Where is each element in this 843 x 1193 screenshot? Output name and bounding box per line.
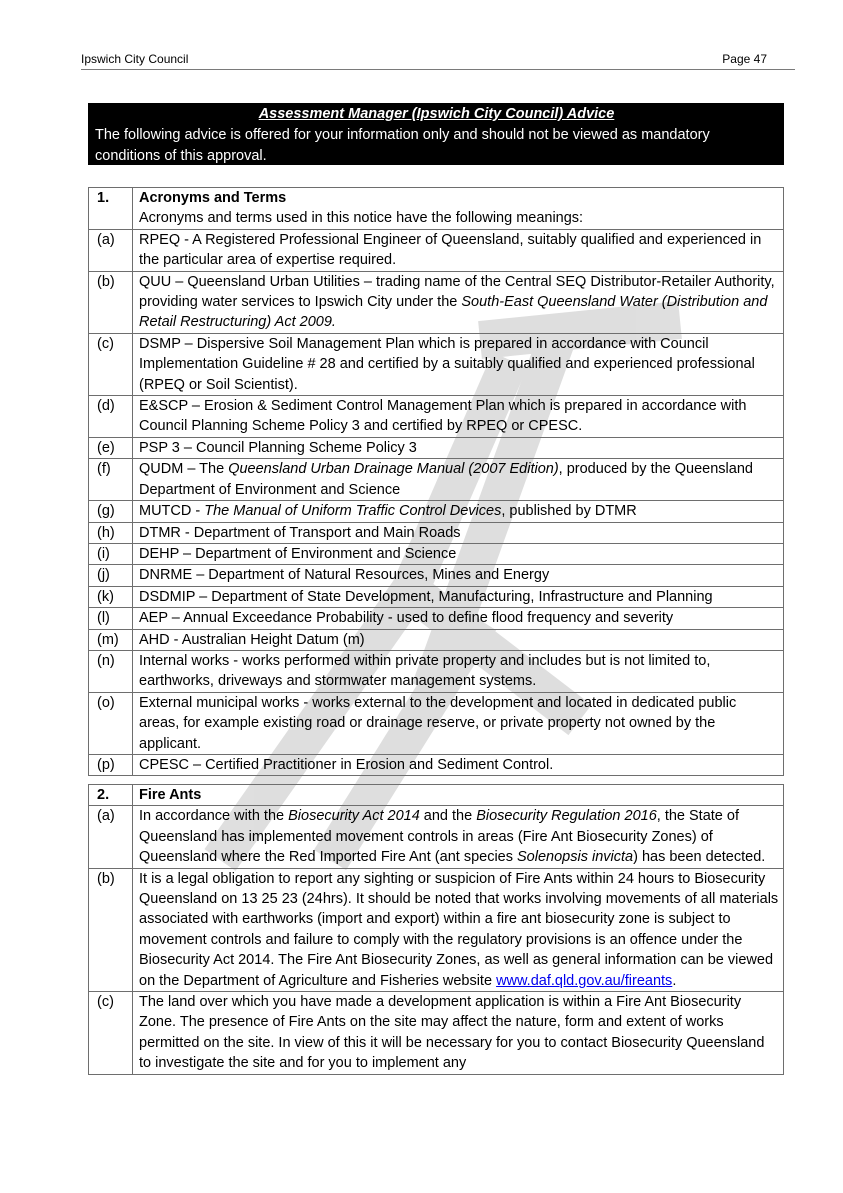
text-segment: , the State of Queensland has implemented movement controls in areas (Fire Ant Biosecurity Zones) of Queensland where the Red Imported Fire Ant (ant species: [139, 808, 739, 866]
italic-text: South-East Queensland Water (Distribution and Retail Restructuring) Act 2009.: [139, 294, 768, 331]
item-text: [133, 437, 784, 458]
item-label: (f): [89, 459, 133, 501]
section-heading-row: [89, 188, 784, 230]
text-segment: In accordance with the: [139, 808, 289, 825]
text-segment: E&SCP – Erosion & Sediment Control Management Plan which is prepared in accordance with Council Planning Scheme Policy 3 and certified by RPEQ or CPESC.: [139, 398, 747, 435]
term-row: [89, 396, 784, 438]
item-label: (h): [89, 522, 133, 543]
item-label: (g): [89, 501, 133, 522]
text-segment: PSP 3 – Council Planning Scheme Policy 3: [139, 439, 417, 456]
item-label: (b): [89, 868, 133, 991]
item-text: [133, 692, 784, 754]
section-number: 2.: [89, 785, 133, 806]
text-segment: , published by DTMR: [501, 503, 637, 520]
italic-text: The Manual of Uniform Traffic Control Devices: [204, 503, 502, 520]
item-text: [133, 522, 784, 543]
term-row: [89, 522, 784, 543]
item-text: [133, 992, 784, 1075]
text-segment: QUU – Queensland Urban Utilities – trading name of the Central SEQ Distributor-Retailer Authority, providing water services to Ipswich City under the: [139, 273, 775, 311]
section-heading-cell: [133, 188, 784, 230]
text-segment: It is a legal obligation to report any sighting or suspicion of Fire Ants within 24 hours to Biosecurity Queensland on 13 25 23 (24hrs). It should be noted that works involving movements of all materials associated with earthworks (import and export) within a fire ant biosecurity zone is subject to movement controls and failure to comply with the regulatory provisions is an offence under the Biosecurity Act 2014. The Fire Ant Biosecurity Zones, as well as general information can be viewed on the Department of Agriculture and Fisheries website: [139, 870, 779, 989]
term-row: [89, 271, 784, 333]
text-segment: , produced by the Queensland Department of Environment and Science: [139, 461, 753, 498]
text-segment: AEP – Annual Exceedance Probability - used to define flood frequency and severity: [139, 610, 674, 627]
term-row: [89, 806, 784, 868]
header-organisation: Ipswich City Council: [81, 52, 189, 66]
text-segment: QUDM – The: [139, 461, 229, 478]
advice-banner: [88, 103, 784, 165]
item-label: (o): [89, 692, 133, 754]
term-row: [89, 565, 784, 586]
item-text: [133, 608, 784, 629]
text-segment: External municipal works - works external to the development and located in dedicated public areas, for example existing road or drainage reserve, or private property not owned by the applicant.: [139, 694, 737, 752]
item-label: (j): [89, 565, 133, 586]
text-segment: DNRME – Department of Natural Resources, Mines and Energy: [139, 567, 550, 584]
item-text: [133, 629, 784, 650]
section-heading: Fire Ants: [133, 785, 784, 806]
fire-ants-table: [88, 784, 784, 1075]
text-segment: .: [672, 972, 677, 989]
italic-text: Solenopsis invicta: [517, 849, 634, 866]
item-text: [133, 754, 784, 775]
italic-text: Queensland Urban Drainage Manual (2007 Edition): [228, 461, 559, 478]
term-row: [89, 754, 784, 775]
item-label: (l): [89, 608, 133, 629]
text-segment: AHD - Australian Height Datum (m): [139, 631, 365, 648]
term-row: [89, 692, 784, 754]
advice-title: Assessment Manager (Ipswich City Council) Advice: [258, 106, 615, 122]
item-label: (c): [89, 992, 133, 1075]
term-row: [89, 586, 784, 607]
text-segment: DSMP – Dispersive Soil Management Plan which is prepared in accordance with Council Implementation Guideline # 28 and certified by a suitably qualified and experienced professional (RPEQ or Soil Scientist).: [139, 335, 755, 393]
term-row: [89, 608, 784, 629]
item-label: (b): [89, 271, 133, 333]
item-label: (p): [89, 754, 133, 775]
item-text: [133, 396, 784, 438]
item-label: (i): [89, 543, 133, 564]
item-text: [133, 543, 784, 564]
section-heading-row: [89, 785, 784, 806]
section-intro: Acronyms and terms used in this notice have the following meanings:: [139, 210, 584, 227]
page-number: Page 47: [722, 52, 767, 66]
section-heading: Acronyms and Terms: [139, 190, 287, 206]
section-number: 1.: [89, 188, 133, 230]
text-segment: DSDMIP – Department of State Development, Manufacturing, Infrastructure and Planning: [139, 588, 713, 605]
item-text: [133, 806, 784, 868]
text-segment: DEHP – Department of Environment and Science: [139, 545, 457, 562]
term-row: [89, 459, 784, 501]
item-label: (a): [89, 806, 133, 868]
text-segment: CPESC – Certified Practitioner in Erosion and Sediment Control.: [139, 756, 554, 773]
item-text: [133, 271, 784, 333]
item-text: [133, 868, 784, 991]
advice-body: The following advice is offered for your information only and should not be viewed as mandatory conditions of this approval.: [95, 127, 710, 164]
page-header: [81, 51, 795, 70]
term-row: [89, 992, 784, 1075]
item-label: (k): [89, 586, 133, 607]
item-text: [133, 333, 784, 395]
italic-text: Biosecurity Regulation 2016: [476, 808, 657, 825]
item-text: [133, 565, 784, 586]
item-label: (n): [89, 650, 133, 692]
item-label: (a): [89, 229, 133, 271]
term-row: [89, 650, 784, 692]
text-segment: The land over which you have made a development application is within a Fire Ant Biosecurity Zone. The presence of Fire Ants on the site may affect the nature, form and extent of works permitted on the site. In view of this it will be necessary for you to contact Biosecurity Queensland to investigate the site and for you to implement any: [139, 994, 765, 1072]
term-row: [89, 437, 784, 458]
item-label: (c): [89, 333, 133, 395]
term-row: [89, 333, 784, 395]
italic-text: Biosecurity Act 2014: [288, 808, 420, 825]
item-label: (e): [89, 437, 133, 458]
item-text: [133, 586, 784, 607]
term-row: [89, 501, 784, 522]
term-row: [89, 543, 784, 564]
text-segment: Internal works - works performed within private property and includes but is not limited to, earthworks, driveways and stormwater management systems.: [139, 652, 711, 690]
item-text: [133, 650, 784, 692]
text-segment: MUTCD -: [139, 503, 205, 520]
item-text: [133, 501, 784, 522]
term-row: [89, 868, 784, 991]
acronyms-table: [88, 187, 784, 776]
text-segment: ) has been detected.: [633, 849, 766, 866]
term-row: [89, 629, 784, 650]
item-text: [133, 229, 784, 271]
text-segment: RPEQ - A Registered Professional Engineer of Queensland, suitably qualified and experienced in the particular area of expertise required.: [139, 231, 762, 269]
text-segment: DTMR - Department of Transport and Main Roads: [139, 524, 461, 541]
item-text: [133, 459, 784, 501]
term-row: [89, 229, 784, 271]
item-label: (m): [89, 629, 133, 650]
text-segment: and the: [419, 808, 477, 825]
website-link[interactable]: www.daf.qld.gov.au/fireants: [496, 972, 673, 989]
item-label: (d): [89, 396, 133, 438]
